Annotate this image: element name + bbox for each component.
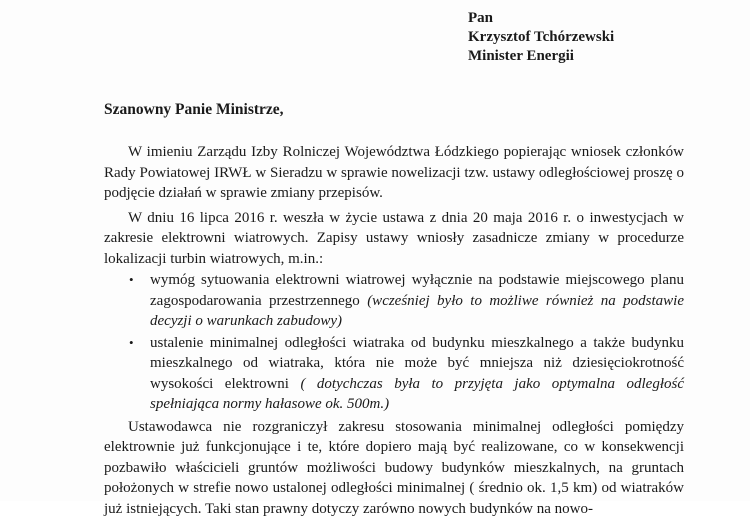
bullet-item-1 (127, 270, 684, 332)
recipient-name: Krzysztof Tchórzewski (468, 28, 614, 47)
bullet-item-2-text: ustalenie minimalnej odległości wiatraka od budynku mieszkalnego a także budynku mieszkalnego od wiatraka, która nie może być mniejsza niż dziesięciokrotność wysokości elektrowni (150, 335, 684, 392)
bullet-item-2 (127, 333, 684, 415)
bullet-icon: • (129, 270, 134, 291)
bullet-icon: • (129, 333, 134, 354)
letter-body (104, 142, 684, 519)
bullet-item-2-note: ( dotychczas była to przyjęta jako optymalna odległość spełniająca normy hałasowe ok. 500m.) (150, 376, 684, 413)
recipient-title: Pan (468, 9, 614, 28)
salutation: Szanowny Panie Ministrze, (104, 101, 284, 119)
recipient-block (468, 9, 614, 66)
bullet-item-1-note: (wcześniej było to możliwe również na podstawie decyzji o warunkach zabudowy) (150, 293, 684, 330)
paragraph-1: W imieniu Zarządu Izby Rolniczej Województwa Łódzkiego popierając wniosek członków Rady Powiatowej IRWŁ w Sieradzu w sprawie nowelizacji tzw. ustawy odległościowej proszę o podjęcie działań w sprawie zmiany przepisów. (104, 142, 684, 204)
paragraph-2: W dniu 16 lipca 2016 r. weszła w życie ustawa z dnia 20 maja 2016 r. o inwestycjach w zakresie elektrowni wiatrowych. Zapisy ustawy wniosły zasadnicze zmiany w procedurze lokalizacji turbin wiatrowych, m.in.: (104, 208, 684, 270)
recipient-position: Minister Energii (468, 47, 614, 66)
bullet-item-1-text: wymóg sytuowania elektrowni wiatrowej wyłącznie na podstawie miejscowego planu zagospodarowania przestrzennego (150, 272, 684, 309)
bullet-list (104, 270, 684, 415)
paragraph-3: Ustawodawca nie rozgraniczył zakresu stosowania minimalnej odległości pomiędzy elektrownie już funkcjonujące i te, które dopiero mają być realizowane, co w konsekwencji pozbawiło właścicieli gruntów możliwości budowy budynków mieszkalnych, na gruntach położonych w strefie nowo ustalonej odległości minimalnej ( średnio ok. 1,5 km) od wiatraków już istniejących. Taki stan prawny dotyczy zarówno nowych budynków na nowo- (104, 417, 684, 519)
